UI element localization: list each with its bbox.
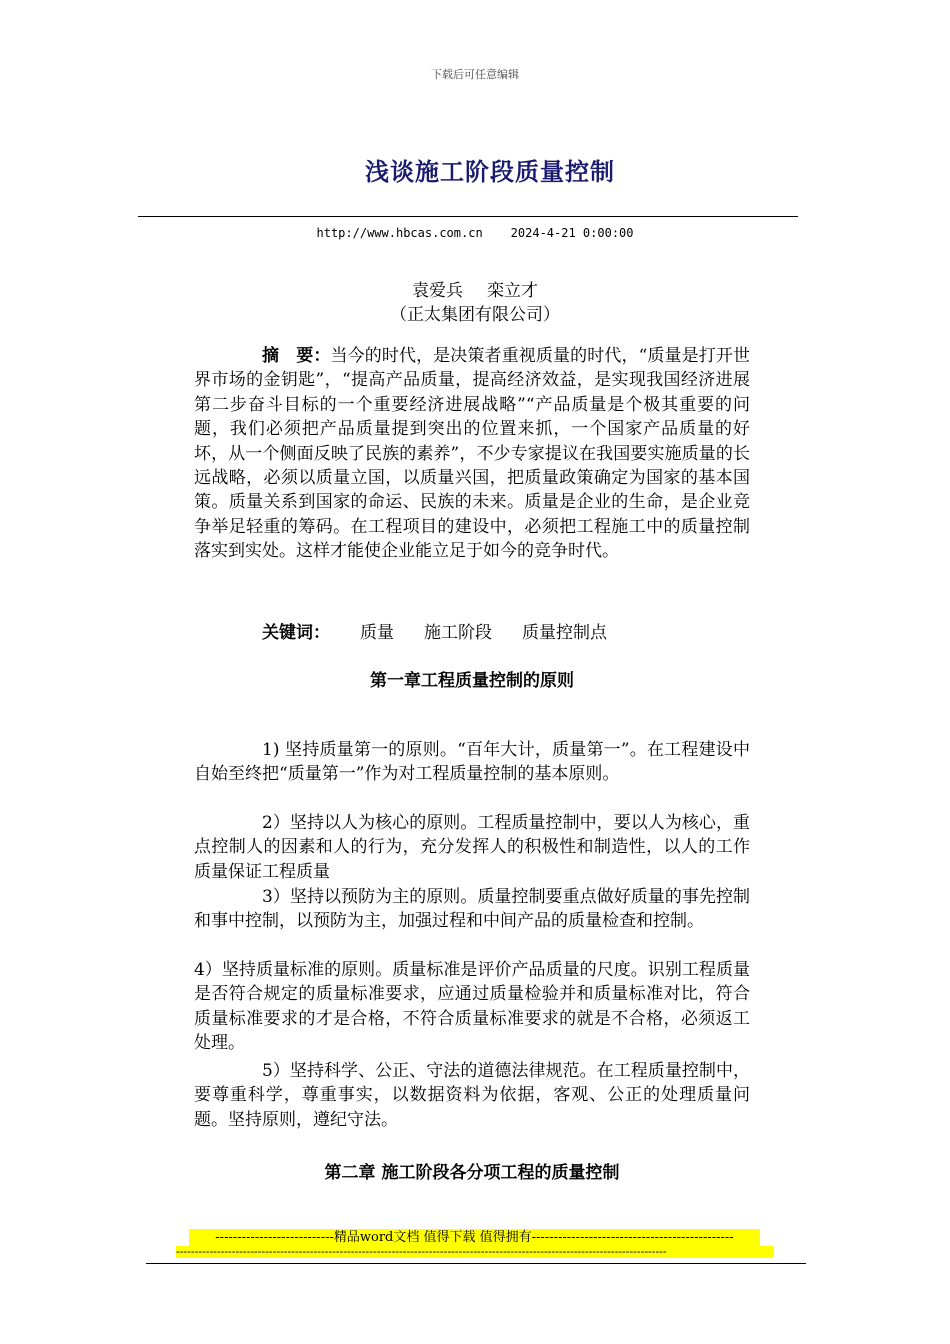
keywords	[262, 618, 607, 643]
page-title: 浅谈施工阶段质量控制	[365, 157, 615, 186]
author-1: 袁爱兵	[412, 281, 463, 301]
principle-1: 1) 坚持质量第一的原则。“百年大计，质量第一”。在工程建设中自始至终把“质量第一”作为对工程质量控制的基本原则。	[194, 740, 750, 785]
author-2: 栾立才	[487, 281, 538, 301]
source-url: http://www.hbcas.com.cn	[316, 226, 483, 240]
keywords-label: 关键词：	[262, 623, 330, 643]
bottom-divider	[146, 1263, 806, 1264]
abstract-label: 摘 要：	[262, 346, 331, 366]
publish-datetime: 2024-4-21 0:00:00	[510, 226, 634, 240]
abstract-text: 当今的时代，是决策者重视质量的时代，“质量是打开世界市场的金钥匙”，“提高产品质量，提高经济效益，是实现我国经济进展第二步奋斗目标的一个重要经济进展战略”“产品质量是个极其重要的问题，我们必须把产品质量提到突出的位置来抓，一个国家产品质量的好坏，从一个侧面反映了民族的素养”，不少专家提议在我国要实施质量的长远战略，必须以质量立国，以质量兴国，把质量政策确定为国家的基本国策。质量关系到国家的命运、民族的未来。质量是企业的生命，是企业竞争举足轻重的筹码。在工程项目的建设中，必须把工程施工中的质量控制落实到实处。这样才能使企业能立足于如今的竞争时代。	[194, 346, 751, 562]
principle-2: 2）坚持以人为核心的原则。工程质量控制中，要以人为核心，重点控制人的因素和人的行为，充分发挥人的积极性和制造性，以人的工作质量保证工程质量	[194, 813, 750, 882]
chapter-2-title: 第二章 施工阶段各分项工程的质量控制	[324, 1163, 620, 1183]
abstract	[194, 344, 750, 564]
keyword-3: 质量控制点	[522, 623, 607, 643]
top-divider	[138, 216, 798, 217]
keyword-2: 施工阶段	[424, 623, 492, 643]
chapter-1-title: 第一章工程质量控制的原则	[370, 671, 574, 691]
company: （正太集团有限公司）	[390, 305, 560, 325]
principle-4: 4）坚持质量标准的原则。质量标准是评价产品质量的尺度。识别工程质量是否符合规定的质量标准要求，应通过质量检验并和质量标准对比，符合质量标准要求的才是合格，不符合质量标准要求的就是不合格，必须返工处理。	[194, 960, 750, 1054]
principle-3: 3）坚持以预防为主的原则。质量控制要重点做好质量的事先控制和事中控制，以预防为主，加强过程和中间产品的质量检查和控制。	[194, 887, 750, 932]
principle-5: 5）坚持科学、公正、守法的道德法律规范。在工程质量控制中，要尊重科学，尊重事实，以数据资料为依据，客观、公正的处理质量问题。坚持原则，遵纪守法。	[194, 1061, 750, 1130]
keyword-1: 质量	[360, 623, 394, 643]
footer-dashes: ------------------------------------------------------------------------------------------------------------------------------------	[176, 1246, 774, 1258]
authors	[0, 276, 950, 301]
header-note: 下载后可任意编辑	[431, 68, 519, 81]
meta-line	[0, 226, 950, 240]
footer-banner: ---------------------------精品word文档 值得下载 值得拥有----------------------------------------------	[189, 1229, 760, 1246]
